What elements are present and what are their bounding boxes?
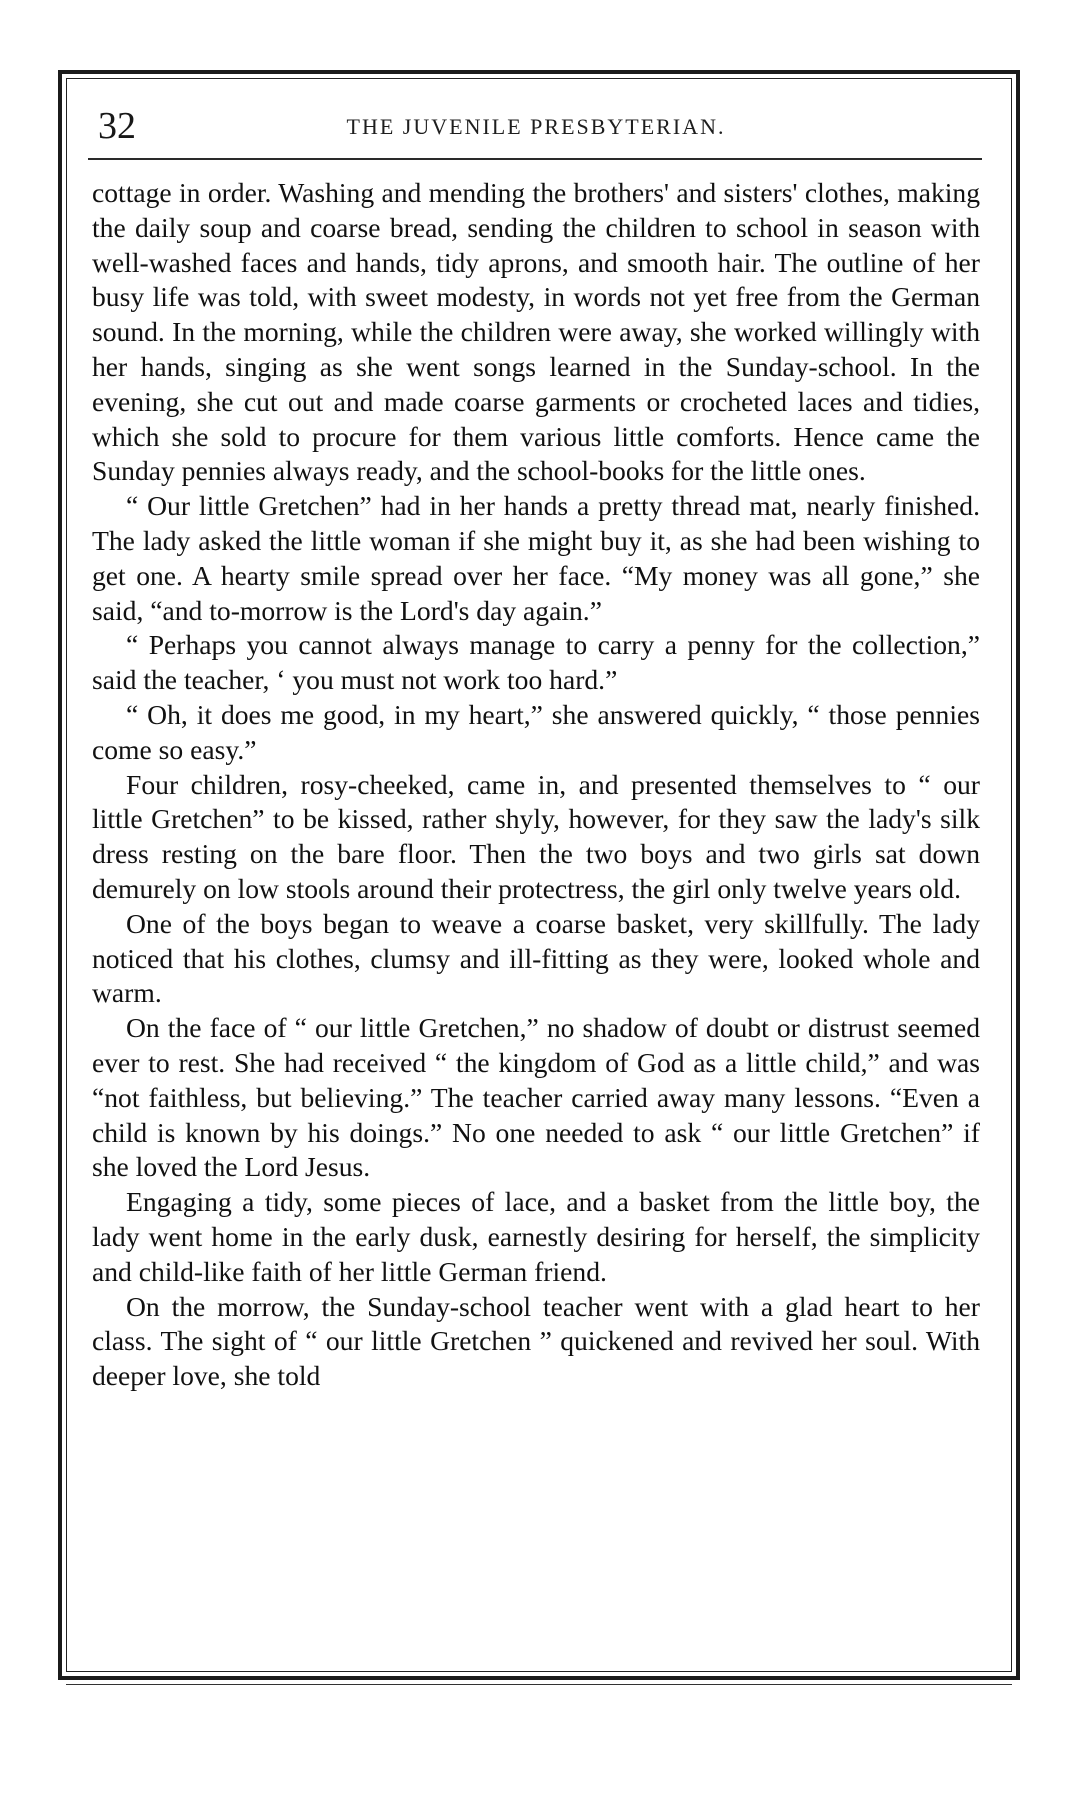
paragraph: On the morrow, the Sunday-school teacher went with a glad heart to her class. The sight of “ our little Gretchen ” quickened and revived her soul. With deeper love, she told: [92, 1290, 980, 1392]
header-rule: [88, 158, 982, 160]
paragraph: cottage in order. Washing and mending the brothers' and sisters' clothes, making the daily soup and coarse bread, sending the children to school in season with well-washed faces and hands, tidy aprons, and smooth hair. The outline of her busy life was told, with sweet modesty, in words not yet free from the German sound. In the morning, while the children were away, she worked willingly with her hands, singing as she went songs learned in the Sunday-school. In the evening, she cut out and made coarse garments or crocheted laces and tidies, which she sold to procure for them various little comforts. Hence came the Sunday pennies always ready, and the school-books for the little ones.: [92, 177, 980, 487]
bottom-rule: [66, 1684, 1012, 1685]
paragraph: Engaging a tidy, some pieces of lace, and a basket from the little boy, the lady went home in the early dusk, earnestly desiring for herself, the simplicity and child-like faith of her little German friend.: [92, 1186, 980, 1287]
running-title: THE JUVENILE PRESBYTERIAN.: [346, 114, 726, 139]
paragraph: “ Oh, it does me good, in my heart,” she answered quickly, “ those pennies come so easy.”: [92, 698, 980, 765]
paragraph: “ Our little Gretchen” had in her hands a pretty thread mat, nearly finished. The lady asked the little woman if she might buy it, as she had been wishing to get one. A hearty smile spread over her face. “My money was all gone,” she said, “and to-morrow is the Lord's day again.”: [92, 490, 980, 626]
paragraph: “ Perhaps you cannot always manage to carry a penny for the collection,” said the teacher, ‘ you must not work too hard.”: [92, 629, 980, 696]
page-header: [90, 100, 982, 152]
paragraph: On the face of “ our little Gretchen,” no shadow of doubt or distrust seemed ever to rest. She had received “ the kingdom of God as a little child,” and was “not faithless, but believing.” The teacher carried away many lessons. “Even a child is known by his doings.” No one needed to ask “ our little Gretchen” if she loved the Lord Jesus.: [92, 1012, 980, 1183]
paragraph: Four children, rosy-cheeked, came in, and presented themselves to “ our little Gretchen” to be kissed, rather shyly, however, for they saw the lady's silk dress resting on the bare floor. Then the two boys and two girls sat down demurely on low stools around their protectress, the girl only twelve years old.: [92, 768, 980, 904]
paragraph: One of the boys began to weave a coarse basket, very skillfully. The lady noticed that his clothes, clumsy and ill-fitting as they were, looked whole and warm.: [92, 907, 980, 1009]
page-number: 32: [98, 105, 136, 147]
article-body: [92, 176, 980, 1666]
